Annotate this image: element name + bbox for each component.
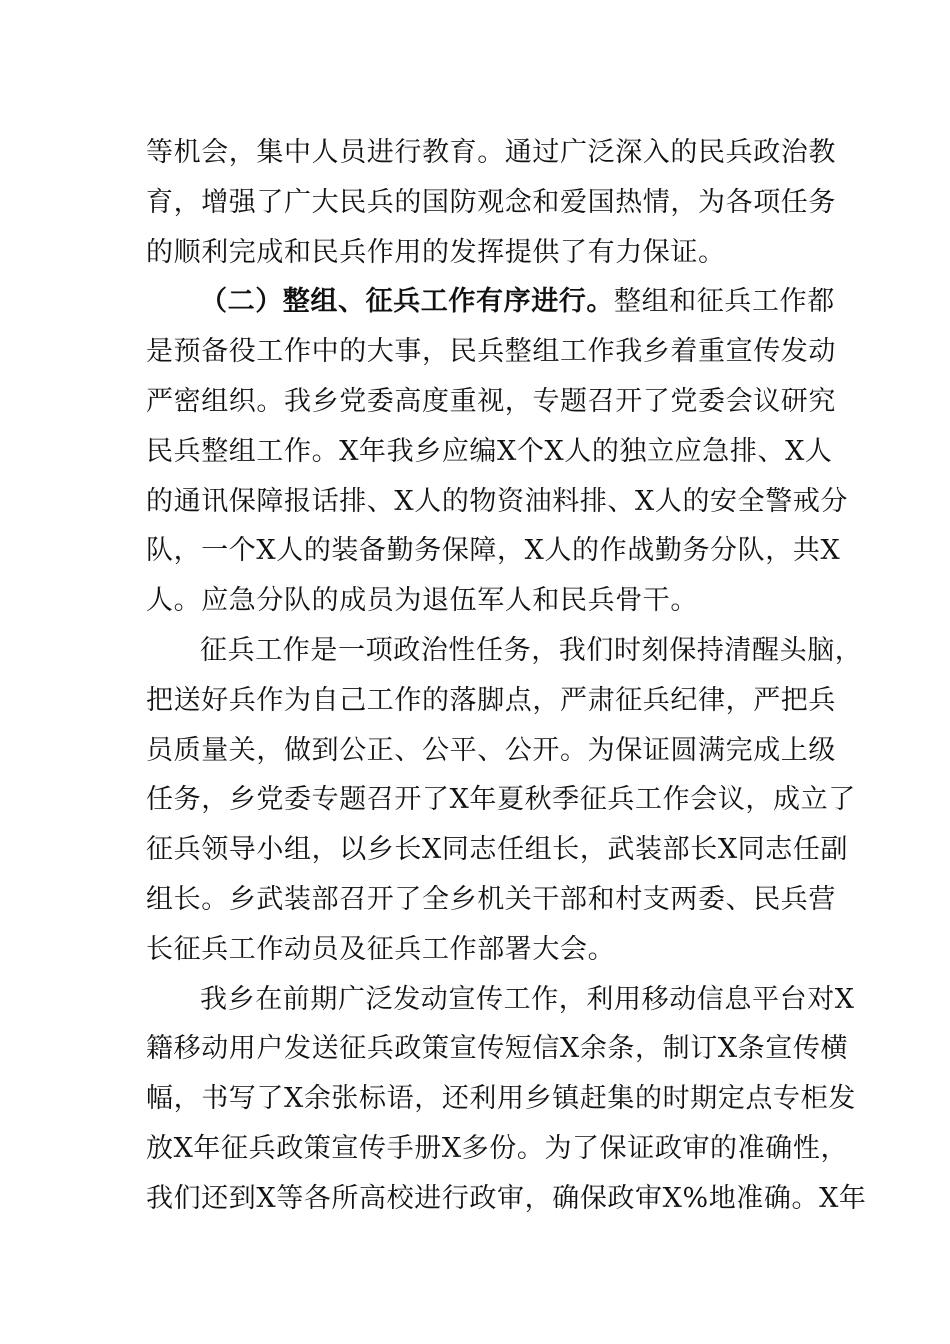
text-line: 放X年征兵政策宣传手册X多份。为了保证政审的准确性，	[146, 1132, 849, 1164]
text-line: 幅，书写了X余张标语，还利用乡镇赶集的时期定点专柜发	[146, 1083, 856, 1115]
text-line: 征兵领导小组，以乡长X同志任组长，武装部长X同志任副	[146, 834, 849, 866]
paragraph-2	[146, 277, 849, 626]
text-line: 严密组织。我乡党委高度重视，专题召开了党委会议研究	[146, 385, 836, 417]
text-line: 我乡在前期广泛发动宣传工作，利用移动信息平台对X	[200, 983, 855, 1015]
text-line: 把送好兵作为自己工作的落脚点，严肃征兵纪律，严把兵	[146, 684, 836, 716]
paragraph-4	[146, 975, 867, 1224]
document-body	[146, 128, 867, 1224]
text-line: 组长。乡武装部召开了全乡机关干部和村支两委、民兵营	[146, 883, 836, 915]
text-line: 长征兵工作动员及征兵工作部署大会。	[146, 933, 616, 965]
heading-line-rest: 整组和征兵工作都	[614, 286, 835, 318]
section-heading: （二）整组、征兵工作有序进行。	[200, 286, 614, 318]
text-line: 籍移动用户发送征兵政策宣传短信X余条，制订X条宣传横	[146, 1033, 849, 1065]
text-line: 任务，乡党委专题召开了X年夏秋季征兵工作会议，成立了	[146, 784, 856, 816]
text-line	[146, 277, 835, 327]
text-line: 员质量关，做到公正、公平、公开。为保证圆满完成上级	[146, 734, 836, 766]
text-line: 我们还到X等各所高校进行政审，确保政审X%地准确。X年	[146, 1182, 867, 1214]
paragraph-3	[146, 626, 863, 975]
paragraph-1	[146, 128, 836, 277]
text-line: 人。应急分队的成员为退伍军人和民兵骨干。	[146, 585, 698, 617]
text-line: 育，增强了广大民兵的国防观念和爱国热情，为各项任务	[146, 186, 836, 218]
text-line: 等机会，集中人员进行教育。通过广泛深入的民兵政治教	[146, 137, 836, 168]
text-line: 队，一个X人的装备勤务保障，X人的作战勤务分队，共X	[146, 535, 841, 567]
text-line: 的顺利完成和民兵作用的发挥提供了有力保证。	[146, 236, 726, 268]
text-line: 征兵工作是一项政治性任务，我们时刻保持清醒头脑，	[200, 634, 863, 666]
text-line: 是预备役工作中的大事，民兵整组工作我乡着重宣传发动	[146, 336, 836, 368]
text-line: 民兵整组工作。X年我乡应编X个X人的独立应急排、X人	[146, 435, 833, 467]
text-line: 的通讯保障报话排、X人的物资油料排、X人的安全警戒分	[146, 485, 849, 517]
